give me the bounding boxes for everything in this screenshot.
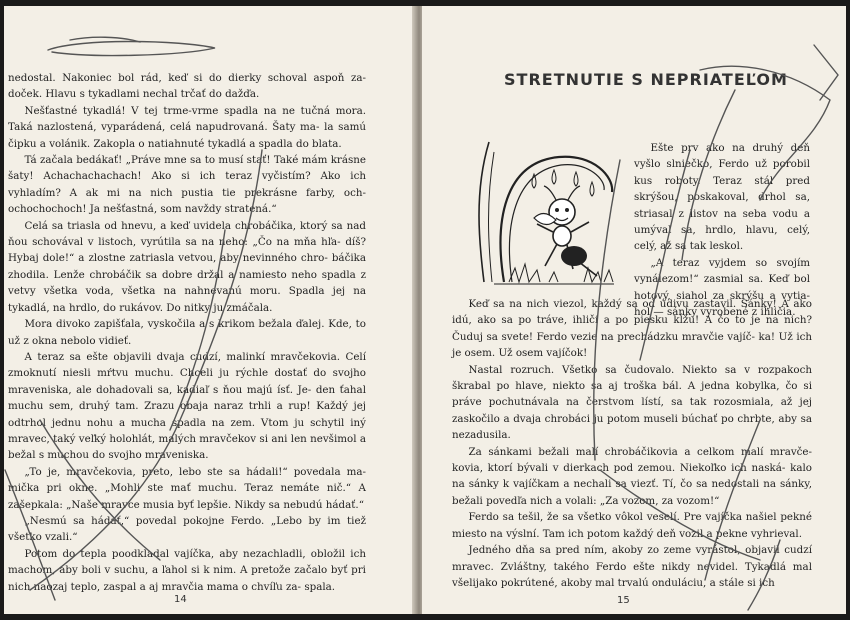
- text-line: Za sánkami bežali malí chrobáčikovia a celkom malí mravče-: [468, 445, 812, 458]
- paragraph: [452, 362, 812, 444]
- text-line: Celá sa triasla od hnevu, a keď uvidela chrobáčika, ktorý sa: [24, 219, 343, 232]
- paragraph: [8, 349, 366, 464]
- paragraph: [452, 444, 812, 510]
- text-line: „A teraz vyjdem so svojím: [650, 256, 810, 269]
- text-line: schytil iný mravec, taký veľký holohlát, malých mravčekov si: [8, 416, 367, 445]
- text-line: aby sa nezadusila.: [452, 412, 812, 442]
- right-page-body: [452, 296, 812, 591]
- text-line: byť pri nich naozaj teplo, zaspal a aj mravčia mama o chvíľu za-: [8, 564, 366, 593]
- text-line: jej na tykadlá, na hrdlo, do rukávov. Do nitky ju zmáčala.: [8, 285, 366, 314]
- text-line: krásne šaty! Achachachachach! Ako si ich teraz vyčistím? Ako: [8, 154, 366, 183]
- text-line: la samú čipku a volánik. Zakopla o natiahnuté tykadlá a spadla: [8, 121, 366, 150]
- paragraph: [8, 70, 366, 103]
- text-line: Ferdo sa tešil, že sa všetko vôkol veselí. Pre vajíčka našiel: [468, 511, 777, 524]
- text-line: Celí zmoknutí niesli mŕtvu muchu. Chceli ju rýchle dostať do: [8, 350, 366, 380]
- text-line: „To je, mravčekovia, preto, lebo ste sa hádali!“ povedala ma-: [24, 465, 366, 478]
- text-line: nad ňou schovával v listoch, vyrútila sa na neho: „Čo na mňa hľa-: [8, 219, 366, 249]
- paragraph: [452, 296, 812, 362]
- text-line: slniečko, Ferdo už porobil kus: [634, 158, 810, 187]
- text-line: spala.: [304, 580, 336, 593]
- text-line: hol — sánky vyrobené z ihličia.: [634, 306, 796, 319]
- paragraph: [634, 140, 810, 255]
- text-line: hádať.“: [325, 498, 364, 511]
- paragraph: [452, 542, 812, 591]
- text-line: Kde, to už z okna nebolo vidieť.: [8, 318, 366, 347]
- chapter-heading: STRETNUTIE S NEPRIATEĽOM: [504, 70, 788, 89]
- text-line: kalo na sánky k vajíčkam a nechali sa viezť. Tí, čo sa nedostali na: [452, 462, 812, 491]
- text-line: ich vyhladím? A ak mi na nich pustia tie prekrásne farby, och-: [8, 170, 366, 199]
- text-line: pekné miesto na výslní. Tam ich potom každý deň vozil a pekne: [452, 511, 812, 540]
- text-line: mravec. Zvláštny, takého Ferdo ešte nikdy nevidel. Tykadlá mal: [452, 560, 812, 573]
- paragraph: [452, 509, 812, 542]
- text-line: sa, hrdlo, hlavu, celý, celý, až sa: [634, 224, 810, 253]
- text-line: ochochochoch! Ja nešťastná, som navždy stratená.“: [8, 203, 277, 216]
- text-line: vynálezom!“ zasmial sa. Keď bol: [634, 273, 810, 286]
- text-line: hotový, siahol za skrýšu a vytia-: [634, 289, 810, 302]
- text-line: A zašepkala: „Naše mravce musia byť lepšie. Nikdy sa nebudú: [8, 482, 366, 511]
- text-line: Keď sa na nich viezol, každý sa od údivu zastavil. Sánky!: [468, 298, 777, 310]
- text-line: Nešťastné tykadlá! V tej trme-vrme spadla na ne tučná: [24, 104, 330, 117]
- right-page: [422, 6, 846, 614]
- text-line: poskakoval, drhol sa, striasal: [634, 191, 810, 220]
- text-line: Každý jej odtrhol jednu nohu a mucha spadla na zem. Vtom ju: [8, 400, 366, 429]
- paragraph: [8, 464, 366, 513]
- text-line: „Nesmú sa hádať,“ povedal pokojne Ferdo. „Lebo by im tiež: [24, 514, 366, 527]
- text-line: Tá začala bedákať! „Práve mne sa to musí stať! Také mám: [24, 154, 328, 167]
- paragraph: [8, 103, 366, 152]
- ant-under-grass-blade-illustration: [464, 132, 624, 292]
- left-page: [4, 6, 416, 614]
- text-line: nedostal. Nakoniec bol rád, keď si do dierky schoval aspoň za-: [8, 72, 366, 84]
- text-line: práve pochutnávala na čerstvom lístí, sa tak rozosmiala, až jej: [452, 396, 812, 409]
- text-line: ka! Už ich je osem. Už osem vajíčok!: [452, 330, 813, 360]
- text-line: škrabal po hlave, niekto sa aj troška bál. A jedna kobylka, čo si: [452, 380, 812, 393]
- text-line: ich machom, aby boli v suchu, a ľahol si k nim. A pretože začalo: [8, 547, 366, 577]
- text-line: mička pri okne. „Mohli ste mať muchu. Teraz nemáte nič.“: [8, 482, 352, 495]
- text-line: Nastal rozruch. Všetko sa čudovalo. Niekto sa v rozpakoch: [468, 363, 812, 376]
- text-line: kovia, ktorí bývali v dierkach pod zemou. Niekoľko ich naská-: [452, 462, 786, 475]
- text-line: všelijako pokrútené, akoby mal trvalú onduláciu, a stále si ich: [452, 576, 775, 589]
- text-line: Potom do tepla poodkladal vajíčka, aby nezachladli, obložil: [24, 547, 346, 560]
- text-line: A teraz sa ešte objavili dvaja cudzí, malinkí mravčekovia.: [24, 350, 340, 363]
- right-page-body-narrow: [634, 140, 810, 320]
- left-page-body: [8, 70, 366, 595]
- text-line: nich? Čuduj sa svete! Ferdo vezie na prechádzku mravčie vajíč-: [452, 314, 812, 343]
- text-line: zaskočilo a dvaja chrobáci ju potom museli búchať po chrbte,: [452, 412, 775, 425]
- text-line: roboty. Teraz stál pred skrýšou,: [634, 174, 810, 204]
- text-line: sánky, bežali povedľa nich a volali: „Za vozom, za vozom!“: [452, 478, 812, 507]
- text-line: všetko vzali.“: [8, 531, 78, 544]
- text-line: mora. Taká nazlostená, vyparádená, celá napudrovaná. Šaty ma-: [8, 104, 367, 134]
- text-line: ani len nevšimol a bežal s muchou do svojho mraveniska.: [8, 432, 366, 462]
- text-line: Ešte prv ako na druhý deň vyšlo: [634, 142, 810, 171]
- text-line: tak leskol.: [689, 240, 744, 253]
- text-line: Jedného dňa sa pred ním, akoby zo zeme vyrástol, objavil cudzí: [468, 544, 812, 557]
- paragraph: [8, 513, 366, 546]
- text-line: den ťahal muchu sem, druhý tam. Zrazu obaja naraz trhli a rup!: [8, 383, 366, 413]
- text-line: spadla z vetvy všetka voda, všetka na nahnevanú moru. Spadla: [8, 268, 366, 298]
- text-line: díš? Hybaj dole!“ a zlostne zatriasla vetvou, aby nevinného chro-: [8, 236, 367, 265]
- paragraph: [8, 316, 366, 349]
- right-page-number: 15: [617, 595, 630, 606]
- text-line: doček. Hlavu s tykadlami nechal trčať do dažďa.: [8, 88, 260, 101]
- text-line: A ako idú, ako sa po tráve, ihličí a po piesku kĺžu! A čo to je na: [452, 298, 812, 327]
- text-line: do blata.: [295, 137, 342, 150]
- left-page-number: 14: [174, 594, 187, 605]
- text-line: svojho mraveniska, ale dohadovali sa, kadiaľ s ňou majú ísť. Je-: [8, 367, 366, 396]
- paragraph: [8, 218, 366, 316]
- text-line: Mora divoko zapišťala, vyskočila a s krikom bežala ďalej.: [24, 318, 325, 331]
- paragraph: [8, 152, 366, 218]
- text-line: báčika zhodila. Lenže chrobáčik sa dobre držal a namiesto neho: [8, 252, 367, 281]
- text-line: vyhrieval.: [750, 527, 802, 540]
- paragraph: [8, 546, 366, 595]
- text-line: z listov na seba vodu a umýval: [634, 207, 810, 237]
